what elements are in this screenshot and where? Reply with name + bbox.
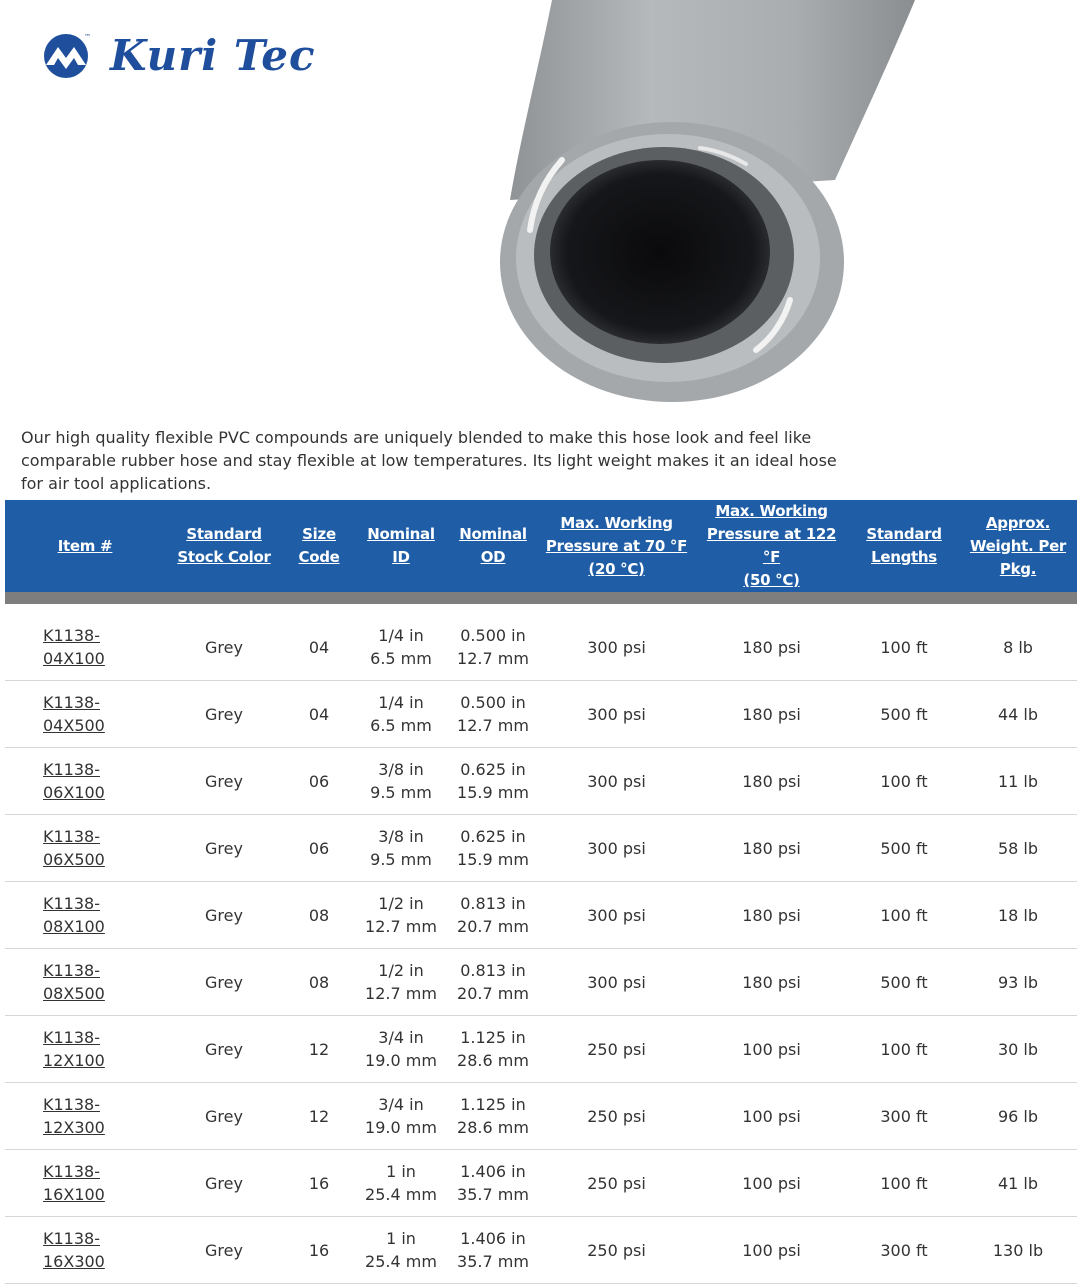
column-header-stock-color[interactable] — [165, 500, 283, 592]
cell-color — [165, 882, 283, 949]
column-header-label[interactable] — [543, 512, 690, 581]
header-separator — [5, 592, 1077, 604]
cell-nominal-id-text: 19.0 mm — [365, 1118, 437, 1137]
cell-pressure-122f — [694, 614, 849, 681]
cell-weight — [959, 949, 1077, 1016]
column-header-label[interactable] — [451, 523, 535, 569]
cell-weight — [959, 1150, 1077, 1217]
cell-nominal-od-text: 20.7 mm — [457, 984, 529, 1003]
cell-size-code — [283, 815, 355, 882]
cell-pressure-70f — [539, 1016, 694, 1083]
column-header-item[interactable] — [5, 500, 165, 592]
cell-nominal-id-text: 1/2 in — [378, 961, 424, 980]
cell-color — [165, 1083, 283, 1150]
cell-color — [165, 614, 283, 681]
cell-weight-text: 30 lb — [997, 1039, 1039, 1059]
cell-pressure-122f — [694, 1016, 849, 1083]
cell-color-text: Grey — [205, 704, 243, 724]
cell-pressure-70f — [539, 949, 694, 1016]
item-link[interactable]: K1138-16X300 — [43, 1229, 105, 1271]
header-line: Approx. — [985, 513, 1051, 532]
table-row — [5, 815, 1077, 882]
column-header-label[interactable] — [9, 535, 161, 558]
cell-nominal-id-text: 6.5 mm — [370, 716, 432, 735]
cell-pressure-122f-text: 100 psi — [742, 1173, 801, 1193]
cell-nominal-od-text: 1.406 in — [460, 1162, 526, 1181]
cell-nominal-od-text: 0.625 in — [460, 760, 526, 779]
cell-nominal-od — [447, 1150, 539, 1217]
cell-pressure-122f-text: 180 psi — [742, 838, 801, 858]
header-line: Weight. Per — [969, 536, 1067, 555]
cell-nominal-od-text: 35.7 mm — [457, 1252, 529, 1271]
specs-table-wrapper — [5, 500, 1077, 1284]
header-line: Standard — [866, 525, 942, 543]
cell-length — [849, 1217, 959, 1284]
cell-pressure-70f-text: 250 psi — [587, 1106, 646, 1126]
cell-color-text: Grey — [205, 771, 243, 791]
header-line: (50 °C) — [743, 571, 800, 589]
cell-weight-text: 11 lb — [997, 771, 1039, 791]
item-link[interactable]: K1138-08X100 — [43, 894, 105, 936]
cell-pressure-70f-text: 250 psi — [587, 1039, 646, 1059]
cell-size-code-text: 12 — [308, 1039, 330, 1059]
cell-weight — [959, 681, 1077, 748]
cell-length — [849, 681, 959, 748]
cell-nominal-id — [355, 949, 447, 1016]
cell-nominal-od-text: 35.7 mm — [457, 1185, 529, 1204]
item-link[interactable]: K1138-04X100 — [43, 626, 105, 668]
specs-table — [5, 500, 1077, 1284]
cell-pressure-70f-text: 300 psi — [587, 972, 646, 992]
column-header-label[interactable] — [287, 523, 351, 569]
cell-pressure-70f-text: 300 psi — [587, 637, 646, 657]
header-line: OD — [480, 548, 506, 566]
cell-nominal-id-text: 12.7 mm — [365, 917, 437, 936]
cell-nominal-id — [355, 748, 447, 815]
cell-nominal-id-text: 1/2 in — [378, 894, 424, 913]
cell-length — [849, 949, 959, 1016]
cell-size-code-text: 04 — [308, 637, 330, 657]
cell-nominal-od-text: 28.6 mm — [457, 1051, 529, 1070]
cell-nominal-od-text: 20.7 mm — [457, 917, 529, 936]
cell-pressure-70f-text: 300 psi — [587, 905, 646, 925]
cell-pressure-122f — [694, 949, 849, 1016]
table-row — [5, 1150, 1077, 1217]
cell-pressure-70f — [539, 882, 694, 949]
item-link[interactable]: K1138-08X500 — [43, 961, 105, 1003]
cell-weight — [959, 614, 1077, 681]
cell-length — [849, 614, 959, 681]
cell-length-text: 100 ft — [880, 905, 928, 925]
table-row — [5, 1016, 1077, 1083]
cell-size-code-text: 08 — [308, 905, 330, 925]
cell-length-text: 500 ft — [880, 972, 928, 992]
table-row — [5, 1083, 1077, 1150]
cell-nominal-od-text: 1.125 in — [460, 1095, 526, 1114]
cell-size-code-text: 06 — [308, 838, 330, 858]
cell-pressure-70f — [539, 1083, 694, 1150]
table-row — [5, 1217, 1077, 1284]
cell-nominal-id-text: 1 in — [386, 1229, 416, 1248]
cell-size-code — [283, 1217, 355, 1284]
cell-nominal-id-text: 12.7 mm — [365, 984, 437, 1003]
cell-color — [165, 681, 283, 748]
cell-nominal-id-text: 3/8 in — [378, 827, 424, 846]
cell-color — [165, 1150, 283, 1217]
cell-item — [5, 1217, 165, 1284]
cell-pressure-122f — [694, 1217, 849, 1284]
header-line: Max. Working — [715, 502, 828, 520]
cell-size-code — [283, 681, 355, 748]
header-line: Code — [298, 548, 340, 566]
cell-size-code — [283, 1150, 355, 1217]
column-header-nominal-od[interactable] — [447, 500, 539, 592]
cell-color — [165, 815, 283, 882]
cell-nominal-id-text: 6.5 mm — [370, 649, 432, 668]
cell-length-text: 100 ft — [880, 771, 928, 791]
cell-nominal-id — [355, 1083, 447, 1150]
column-header-label[interactable] — [698, 500, 845, 592]
table-body — [5, 592, 1077, 1284]
cell-pressure-70f-text: 300 psi — [587, 771, 646, 791]
cell-pressure-122f-text: 100 psi — [742, 1039, 801, 1059]
column-header-standard-lengths[interactable] — [849, 500, 959, 592]
cell-nominal-od-text: 0.500 in — [460, 693, 526, 712]
header-line: Lengths — [871, 548, 937, 566]
header-line: Nominal — [459, 525, 527, 543]
spacer-cell — [5, 604, 1077, 614]
column-header-label[interactable] — [169, 523, 279, 569]
cell-color-text: Grey — [205, 972, 243, 992]
cell-pressure-122f-text: 180 psi — [742, 704, 801, 724]
cell-nominal-od-text: 12.7 mm — [457, 716, 529, 735]
cell-weight-text: 96 lb — [997, 1106, 1039, 1126]
table-row — [5, 748, 1077, 815]
cell-nominal-od-text: 1.125 in — [460, 1028, 526, 1047]
cell-item — [5, 1083, 165, 1150]
cell-nominal-id-text: 25.4 mm — [365, 1185, 437, 1204]
cell-weight-text: 130 lb — [992, 1240, 1044, 1260]
cell-color-text: Grey — [205, 637, 243, 657]
cell-length — [849, 1083, 959, 1150]
header-line: ID — [392, 548, 410, 566]
cell-nominal-od — [447, 748, 539, 815]
header-line: Stock Color — [177, 548, 271, 566]
header-line: (20 °C) — [588, 559, 645, 578]
header-line: Size — [302, 525, 336, 543]
column-header-label[interactable] — [359, 523, 443, 569]
cell-nominal-id-text: 1/4 in — [378, 693, 424, 712]
header-line: Standard — [186, 525, 262, 543]
cell-length — [849, 815, 959, 882]
cell-length — [849, 1016, 959, 1083]
cell-weight — [959, 815, 1077, 882]
cell-nominal-od — [447, 681, 539, 748]
cell-length-text: 100 ft — [880, 637, 928, 657]
cell-pressure-70f — [539, 681, 694, 748]
cell-pressure-122f-text: 180 psi — [742, 771, 801, 791]
cell-length-text: 100 ft — [880, 1039, 928, 1059]
cell-nominal-od — [447, 1217, 539, 1284]
cell-nominal-id — [355, 815, 447, 882]
cell-pressure-122f — [694, 815, 849, 882]
cell-color-text: Grey — [205, 1039, 243, 1059]
cell-pressure-122f-text: 180 psi — [742, 972, 801, 992]
header-line: Pkg. — [999, 559, 1037, 578]
column-header-weight-per-pkg[interactable] — [959, 500, 1077, 592]
header-line: Pressure at 122 °F — [706, 525, 837, 566]
cell-color — [165, 949, 283, 1016]
cell-nominal-od-text: 15.9 mm — [457, 783, 529, 802]
trademark-mark: ™ — [84, 33, 91, 41]
cell-nominal-od — [447, 815, 539, 882]
cell-color-text: Grey — [205, 905, 243, 925]
cell-item — [5, 1016, 165, 1083]
cell-length — [849, 1150, 959, 1217]
cell-nominal-id-text: 1 in — [386, 1162, 416, 1181]
cell-nominal-id — [355, 681, 447, 748]
separator-bar — [5, 592, 1077, 604]
cell-weight — [959, 882, 1077, 949]
cell-item — [5, 748, 165, 815]
cell-pressure-122f-text: 100 psi — [742, 1106, 801, 1126]
cell-nominal-od-text: 0.625 in — [460, 827, 526, 846]
cell-nominal-od-text: 0.500 in — [460, 626, 526, 645]
cell-size-code — [283, 748, 355, 815]
item-link[interactable]: K1138-06X100 — [43, 760, 105, 802]
cell-size-code — [283, 1016, 355, 1083]
column-header-label[interactable] — [963, 512, 1073, 581]
cell-weight — [959, 748, 1077, 815]
cell-nominal-od-text: 1.406 in — [460, 1229, 526, 1248]
cell-color-text: Grey — [205, 1240, 243, 1260]
cell-size-code-text: 06 — [308, 771, 330, 791]
cell-item — [5, 1150, 165, 1217]
cell-nominal-od — [447, 1016, 539, 1083]
cell-pressure-70f-text: 300 psi — [587, 838, 646, 858]
cell-color-text: Grey — [205, 1173, 243, 1193]
cell-color — [165, 1217, 283, 1284]
table-row — [5, 949, 1077, 1016]
cell-nominal-od — [447, 949, 539, 1016]
header-line: Item # — [57, 536, 113, 555]
cell-nominal-id-text: 19.0 mm — [365, 1051, 437, 1070]
cell-color — [165, 748, 283, 815]
item-link[interactable]: K1138-04X500 — [43, 693, 105, 735]
cell-nominal-od — [447, 882, 539, 949]
cell-pressure-70f — [539, 1150, 694, 1217]
cell-nominal-od — [447, 1083, 539, 1150]
cell-size-code — [283, 614, 355, 681]
cell-nominal-od-text: 0.813 in — [460, 894, 526, 913]
cell-length-text: 500 ft — [880, 704, 928, 724]
table-header-row — [5, 500, 1077, 592]
cell-pressure-70f-text: 250 psi — [587, 1240, 646, 1260]
item-link[interactable]: K1138-12X100 — [43, 1028, 105, 1070]
cell-item — [5, 949, 165, 1016]
cell-length-text: 300 ft — [880, 1240, 928, 1260]
cell-color-text: Grey — [205, 838, 243, 858]
cell-item — [5, 815, 165, 882]
cell-weight-text: 44 lb — [997, 704, 1039, 724]
cell-pressure-122f-text: 100 psi — [742, 1240, 801, 1260]
brand-name: Kuri Tec — [110, 30, 316, 80]
cell-nominal-od-text: 0.813 in — [460, 961, 526, 980]
table-row — [5, 882, 1077, 949]
item-link[interactable]: K1138-12X300 — [43, 1095, 105, 1137]
cell-size-code-text: 04 — [308, 704, 330, 724]
column-header-pressure-70f[interactable] — [539, 500, 694, 592]
cell-nominal-id-text: 9.5 mm — [370, 850, 432, 869]
cell-weight — [959, 1016, 1077, 1083]
cell-item — [5, 882, 165, 949]
cell-size-code-text: 08 — [308, 972, 330, 992]
cell-nominal-id — [355, 1016, 447, 1083]
item-link[interactable]: K1138-16X100 — [43, 1162, 105, 1204]
cell-length — [849, 748, 959, 815]
cell-pressure-122f — [694, 1083, 849, 1150]
cell-length — [849, 882, 959, 949]
cell-pressure-122f-text: 180 psi — [742, 905, 801, 925]
cell-color-text: Grey — [205, 1106, 243, 1126]
cell-item — [5, 614, 165, 681]
cell-pressure-122f-text: 180 psi — [742, 637, 801, 657]
cell-weight — [959, 1083, 1077, 1150]
cell-length-text: 100 ft — [880, 1173, 928, 1193]
hose-photo-icon — [490, 0, 950, 410]
cell-pressure-122f — [694, 882, 849, 949]
cell-nominal-id-text: 9.5 mm — [370, 783, 432, 802]
column-header-size-code[interactable] — [283, 500, 355, 592]
cell-nominal-od-text: 28.6 mm — [457, 1118, 529, 1137]
cell-nominal-od — [447, 614, 539, 681]
table-row — [5, 614, 1077, 681]
cell-weight — [959, 1217, 1077, 1284]
cell-pressure-70f — [539, 815, 694, 882]
cell-nominal-od-text: 15.9 mm — [457, 850, 529, 869]
separator-spacer — [5, 604, 1077, 614]
cell-pressure-70f-text: 250 psi — [587, 1173, 646, 1193]
cell-item — [5, 681, 165, 748]
cell-length-text: 300 ft — [880, 1106, 928, 1126]
cell-size-code — [283, 882, 355, 949]
cell-nominal-id — [355, 1150, 447, 1217]
cell-weight-text: 93 lb — [997, 972, 1039, 992]
table-row — [5, 681, 1077, 748]
cell-weight-text: 18 lb — [997, 905, 1039, 925]
brand-logo[interactable] — [40, 30, 316, 80]
cell-nominal-id-text: 1/4 in — [378, 626, 424, 645]
header-line: Nominal — [367, 525, 435, 543]
cell-size-code — [283, 1083, 355, 1150]
cell-pressure-122f — [694, 748, 849, 815]
cell-nominal-id — [355, 614, 447, 681]
cell-nominal-id-text: 3/4 in — [378, 1028, 424, 1047]
header-line: Pressure at 70 °F — [545, 536, 688, 555]
column-header-pressure-122f[interactable] — [694, 500, 849, 592]
cell-nominal-id — [355, 882, 447, 949]
cell-pressure-122f — [694, 1150, 849, 1217]
cell-pressure-70f — [539, 1217, 694, 1284]
cell-nominal-id-text: 3/8 in — [378, 760, 424, 779]
cell-pressure-70f — [539, 748, 694, 815]
cell-weight-text: 58 lb — [997, 838, 1039, 858]
cell-length-text: 500 ft — [880, 838, 928, 858]
cell-nominal-id-text: 25.4 mm — [365, 1252, 437, 1271]
cell-size-code-text: 16 — [308, 1240, 330, 1260]
cell-size-code-text: 12 — [308, 1106, 330, 1126]
product-description: Our high quality flexible PVC compounds are uniquely blended to make this hose look and feel like comparable rubber hose and stay flexible at low temperatures. Its light weight makes it an ideal hose for air tool applications. — [21, 428, 837, 493]
cell-nominal-id — [355, 1217, 447, 1284]
cell-weight-text: 8 lb — [1003, 637, 1033, 657]
cell-pressure-70f-text: 300 psi — [587, 704, 646, 724]
cell-pressure-70f — [539, 614, 694, 681]
item-link[interactable]: K1138-06X500 — [43, 827, 105, 869]
cell-size-code — [283, 949, 355, 1016]
column-header-nominal-id[interactable] — [355, 500, 447, 592]
cell-color — [165, 1016, 283, 1083]
kuritec-logo-icon — [40, 31, 94, 79]
cell-weight-text: 41 lb — [997, 1173, 1039, 1193]
cell-nominal-id-text: 3/4 in — [378, 1095, 424, 1114]
column-header-label[interactable] — [853, 523, 955, 569]
header-line: Max. Working — [560, 513, 673, 532]
cell-size-code-text: 16 — [308, 1173, 330, 1193]
cell-nominal-od-text: 12.7 mm — [457, 649, 529, 668]
cell-pressure-122f — [694, 681, 849, 748]
